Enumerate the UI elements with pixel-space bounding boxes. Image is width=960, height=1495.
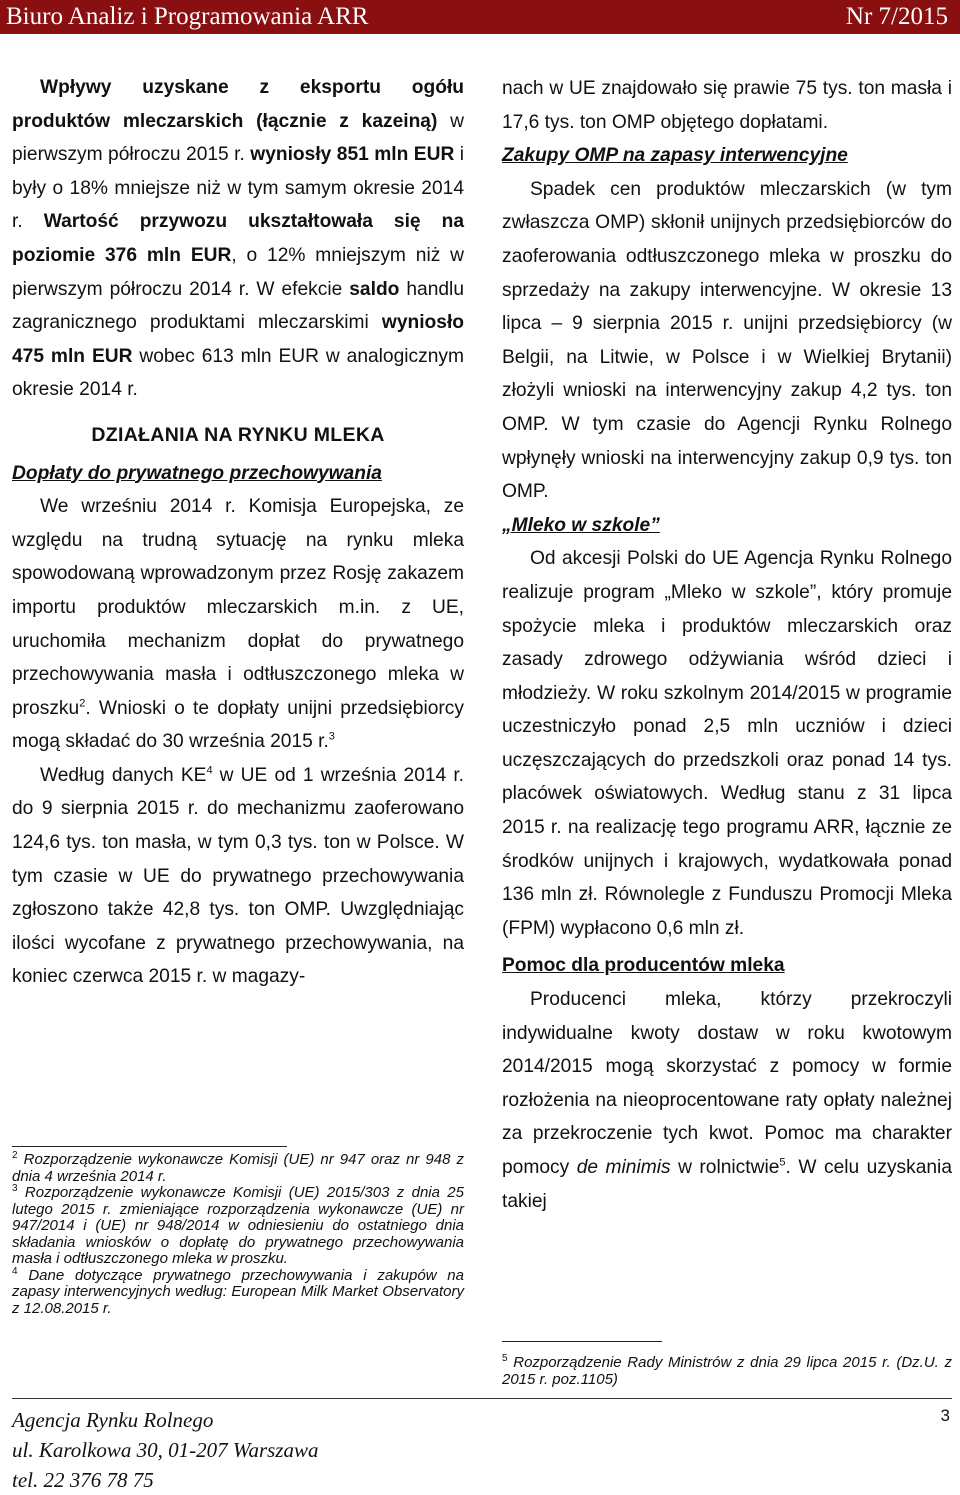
subtitle-private-storage: Dopłaty do prywatnego przechowywania [12, 462, 382, 484]
header-issue: Nr 7/2015 [845, 3, 948, 30]
footnote-item [12, 1265, 464, 1318]
private-storage-paragraph [12, 490, 464, 759]
footnote-5-text: Rozporządzenie Rady Ministrów z dnia 29 lipca 2015 r. (Dz.U. z 2015 r. poz.1105) [502, 1354, 952, 1388]
ke-data-paragraph [12, 759, 464, 994]
page-footer [12, 1405, 318, 1495]
producer-aid-paragraph [502, 983, 952, 1218]
p3b-text: w UE od 1 września 2014 r. do 9 sierpnia 2015 r. do mechanizmu zaoferowano 124,6 tys. ton masła, w tym 0,3 tys. ton w Polsce. W tym czasie w UE do prywatnego przechowywania zgłoszono także 42,8 tys. ton OMP. Uwzględniając ilości wycofane z prywatnego przechowywania, na koniec czerwca 2015 r. w magazy- [12, 764, 465, 988]
storage-continued-paragraph: nach w UE znajdowało się prawie 75 tys. ton masła i 17,6 tys. ton OMP objętego dopłatami. [502, 78, 952, 133]
footnote-5-number: 5 [502, 1353, 508, 1364]
subtitle-milk-school-text: „Mleko w szkole” [502, 514, 660, 536]
export-text-run: Wartość przywozu ukształtowała się na poziomie 376 mln EUR [12, 211, 464, 266]
page-number: 3 [940, 1406, 950, 1425]
footnote-separator-right [502, 1341, 662, 1342]
export-text-run: wyniosły 851 mln EUR [250, 144, 455, 166]
footnote-ref-4: 4 [206, 764, 213, 777]
export-text-run: handlu zagranicznego produktami mleczarskimi [12, 278, 464, 334]
footnote-ref-3: 3 [328, 730, 335, 743]
milk-school-paragraph: Od akcesji Polski do UE Agencja Rynku Rolnego realizuje program „Mleko w szkole”, który promuje spożycie mleka i produktów mleczarskich oraz zasady zdrowego odżywiania wśród dzieci i młodzieży. W roku szkolnym 2014/2015 w programie uczestniczyło ponad 2,5 mln uczniów i dzieci uczęszczających do przedszkoli oraz ponad 14 tys. placówek oświatowych. Według stanu z 31 lipca 2015 r. na realizację tego programu ARR, łącznie ze środków unijnych i krajowych, wydatkowała ponad 136 mln zł. Równolegle z Funduszu Promocji Mleka (FPM) wypłacono 0,6 mln zł. [502, 548, 952, 939]
footnote-separator-left [12, 1146, 287, 1147]
p4a-text: Producenci mleka, którzy przekroczyli indywidualne kwoty dostaw w roku kwotowym 2014/2015 mogą skorzystać z pomocy w formie rozłożenia na nieoprocentowane raty opłaty należnej za przekroczenie tych kwot. Pomoc ma charakter pomocy [502, 989, 952, 1178]
p2a-text: We wrześniu 2014 r. Komisja Europejska, ze względu na trudną sytuację na rynku mleka spowodowaną wprowadzonym przez Rosję zakazem importu produktów mleczarskich m.in. z UE, uruchomiła mechanizm dopłat do prywatnego przechowywania masła i odtłuszczonego mleka w proszku [12, 496, 464, 719]
p3a-text: Według danych KE [40, 764, 207, 786]
footnote-number: 4 [12, 1265, 18, 1277]
footer-agency: Agencja Rynku Rolnego [12, 1408, 214, 1432]
intervention-paragraph: Spadek cen produktów mleczarskich (w tym zwłaszcza OMP) skłonił unijnych przedsiębiorców do zaoferowania odtłuszczonego mleka w proszku do sprzedaży na zakupy interwencyjne. W okresie 13 lipca – 9 sierpnia 2015 r. unijni przedsiębiorcy (w Belgii, na Litwie, w Polsce i w Wielkiej Brytanii) złożyli wnioski na interwencyjny zakup 4,2 tys. ton OMP. W tym czasie do Agencji Rynku Rolnego wpłynęły wnioski na interwencyjny zakup 0,9 tys. ton OMP. [502, 178, 952, 503]
header-org: Biuro Analiz i Programowania ARR [6, 3, 369, 30]
p4b-text: w rolnictwie [670, 1157, 780, 1178]
footnote-item [12, 1185, 464, 1268]
export-text-run: saldo [349, 278, 400, 300]
footnote-text: Rozporządzenie wykonawcze Komisji (UE) nr 947 oraz nr 948 z dnia 4 września 2014 r. [12, 1151, 464, 1185]
page-header [0, 0, 960, 34]
export-text-run: , o 12% mniejszym niż w pierwszym półroczu 2014 r. W efekcie [12, 244, 465, 300]
footnotes-left [12, 1152, 464, 1317]
footnote-number: 3 [12, 1183, 18, 1194]
export-text-run: wobec 613 mln EUR w analogicznym okresie 2014 r. [12, 345, 464, 401]
footnote-right [502, 1355, 952, 1388]
footnote-ref-5: 5 [779, 1156, 786, 1169]
subtitle-milk-school [502, 509, 952, 543]
p4c-text: . W celu uzyskania takiej [502, 1157, 952, 1212]
export-text-run: i były o 18% mniejsze niż w tym samym okresie 2014 r. [12, 144, 465, 233]
section-title: DZIAŁANIA NA RYNKU MLEKA [91, 423, 385, 446]
p2b-text: . Wnioski o te dopłaty unijni przedsiębiorcy mogą składać do 30 września 2015 r. [12, 697, 464, 753]
footnote-text: Rozporządzenie wykonawcze Komisji (UE) 2015/303 z dnia 25 lutego 2015 r. zmieniające rozporządzenia wykonawcze (UE) nr 947/2014 i (UE) nr 948/2014 w odniesieniu do ostatniego dnia składania wniosków o dopłatę do prywatnego przechowywania masła i odtłuszczonego mleka w proszku. [12, 1184, 464, 1267]
footer-address: ul. Karolkowa 30, 01-207 Warszawa [12, 1438, 319, 1462]
footnote-ref-2: 2 [79, 697, 86, 710]
export-paragraph [12, 71, 464, 407]
footnote-number: 2 [12, 1150, 18, 1161]
export-text-run: Wpływy uzyskane z eksportu ogółu produktów mleczarskich (łącznie z kazeiną) [12, 77, 464, 132]
right-column [502, 72, 952, 1218]
export-text-run: w pierwszym półroczu 2015 r. [12, 110, 465, 166]
footnote-item [12, 1152, 464, 1185]
subtitle-producer-aid: Pomoc dla producentów mleka [502, 955, 785, 977]
de-minimis-text: de minimis [576, 1157, 671, 1178]
footnote-text: Dane dotyczące prywatnego przechowywania i zakupów na zapasy interwencyjnych według: European Milk Market Observatory z 12.08.2015 r. [12, 1266, 464, 1317]
footer-rule [12, 1398, 952, 1399]
subtitle-intervention: Zakupy OMP na zapasy interwencyjne [502, 145, 848, 167]
export-text-run: wyniosło 475 mln EUR [12, 312, 464, 367]
left-column [12, 71, 464, 994]
footer-phone: tel. 22 376 78 75 [12, 1468, 154, 1492]
